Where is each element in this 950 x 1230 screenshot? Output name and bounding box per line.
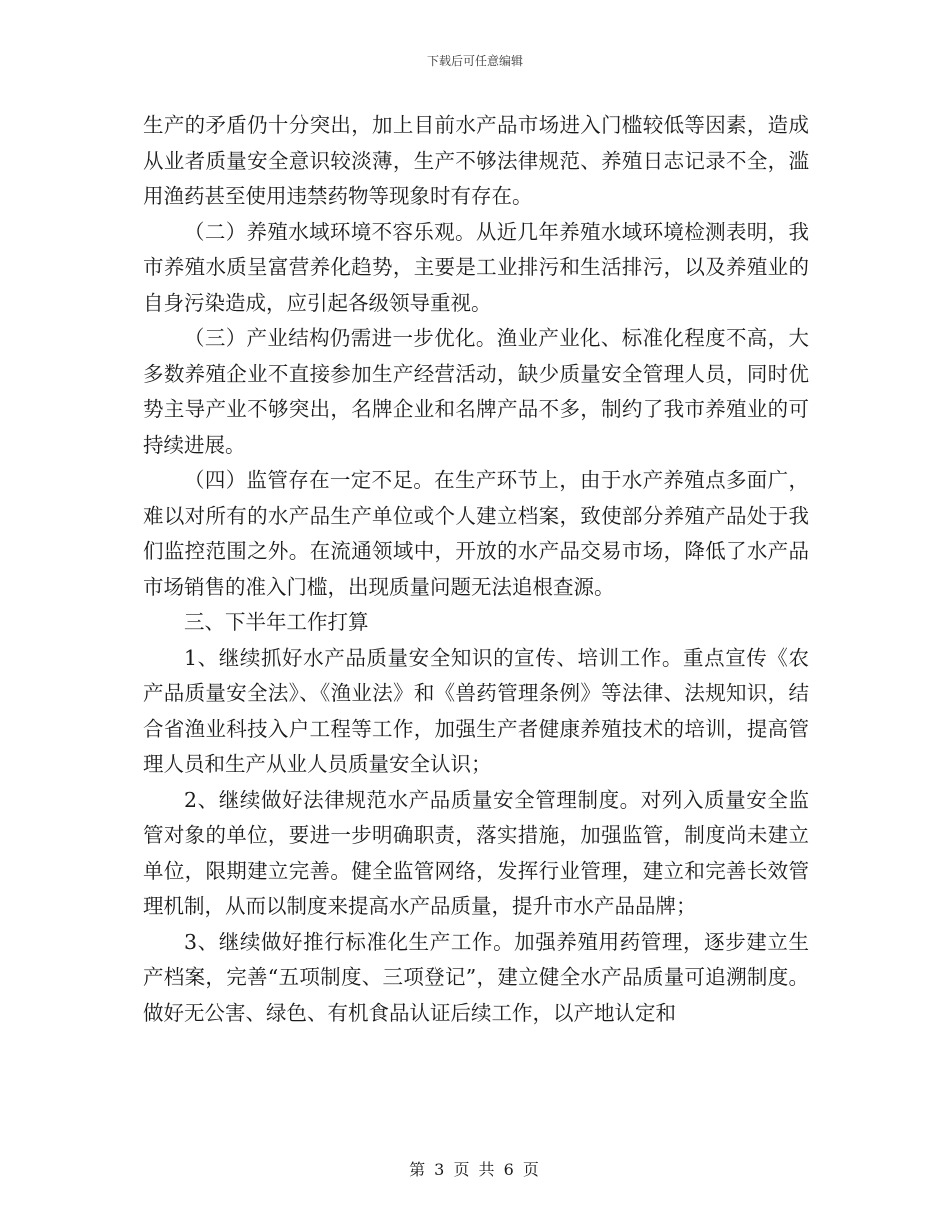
paragraph: （四）监管存在一定不足。在生产环节上，由于水产养殖点多面广，难以对所有的水产品生产单位或个人建立档案，致使部分养殖产品处于我们监控范围之外。在流通领域中，开放的水产品交易市场，降低了水产品市场销售的准入门槛，出现质量问题无法追根查源。 [143, 468, 809, 599]
paragraph: 生产的矛盾仍十分突出，加上目前水产品市场进入门槛较低等因素，造成从业者质量安全意识较淡薄，生产不够法律规范、养殖日志记录不全，滥用渔药甚至使用违禁药物等现象时有存在。 [143, 113, 809, 208]
page-header: 下载后可任意编辑 [426, 54, 523, 68]
paragraph: （三）产业结构仍需进一步优化。渔业产业化、标准化程度不高，大多数养殖企业不直接参加生产经营活动，缺少质量安全管理人员，同时优势主导产业不够突出，名牌企业和名牌产品不多，制约了我市养殖业的可持续进展。 [143, 326, 809, 457]
section-heading: 三、下半年工作打算 [184, 610, 369, 634]
paragraph: 2、继续做好法律规范水产品质量安全管理制度。对列入质量安全监管对象的单位，要进一步明确职责，落实措施，加强监管，制度尚未建立单位，限期建立完善。健全监管网络，发挥行业管理，建立和完善长效管理机制，从而以制度来提高水产品质量，提升市水产品品牌； [143, 787, 809, 918]
paragraph: 1、继续抓好水产品质量安全知识的宣传、培训工作。重点宣传《农产品质量安全法》、《渔业法》和《兽药管理条例》等法律、法规知识，结合省渔业科技入户工程等工作，加强生产者健康养殖技术的培训，提高管理人员和生产从业人员质量安全认识； [143, 645, 809, 776]
document-body [143, 108, 809, 1031]
paragraph: 3、继续做好推行标准化生产工作。加强养殖用药管理，逐步建立生产档案，完善“五项制度、三项登记”，建立健全水产品质量可追溯制度。做好无公害、绿色、有机食品认证后续工作，以产地认定和 [143, 929, 809, 1025]
page-footer: 第 3 页 共 6 页 [409, 1160, 541, 1179]
paragraph: （二）养殖水域环境不容乐观。从近几年养殖水域环境检测表明，我市养殖水质呈富营养化趋势，主要是工业排污和生活排污，以及养殖业的自身污染造成，应引起各级领导重视。 [143, 219, 809, 315]
